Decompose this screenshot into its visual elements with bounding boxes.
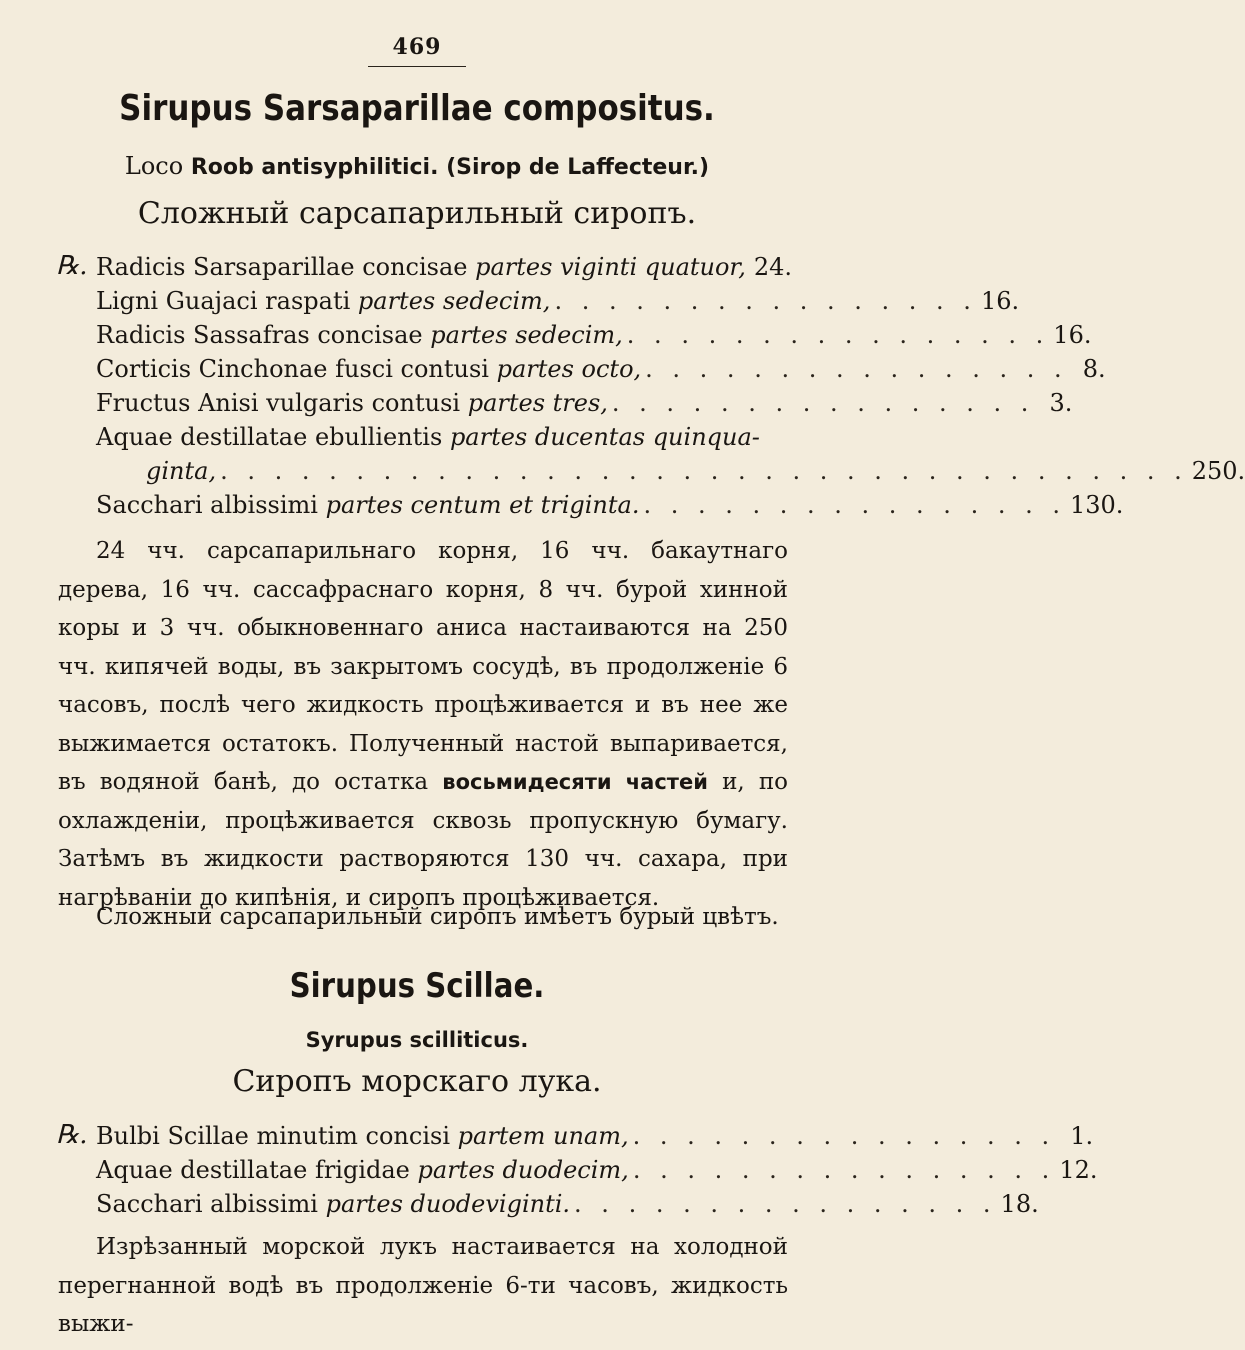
ingredient-qty: 16.: [1053, 321, 1092, 349]
ingredient-amount: partes viginti quatuor,: [475, 253, 746, 281]
ingredient-qty: 16.: [980, 287, 1020, 315]
leader-dots: . . . . . . . . . . . . . . . .: [626, 321, 1050, 349]
ingredient-row: [96, 355, 1106, 391]
ingredient-name: Radicis Sassafras concisae: [96, 321, 423, 349]
section1-rx-symbol: ℞.: [56, 251, 88, 281]
leader-dots: . . . . . . . . . . . . . . . . . . . . . . . . . . . . . . . . . . . .: [220, 457, 1188, 485]
section2-title: Sirupus Scillae.: [289, 966, 545, 1006]
ingredient-amount: partes ducentas quinqua-: [449, 423, 760, 451]
ingredient-row: [96, 1122, 1094, 1158]
ingredient-name: Radicis Sarsaparillae concisae: [96, 253, 468, 281]
ingredient-row: [96, 389, 1073, 425]
section1-color-note: [58, 898, 788, 937]
ingredient-row: [96, 1190, 1039, 1226]
leader-dots: . . . . . . . . . . . . . . . .: [643, 491, 1066, 519]
paragraph-bold-phrase: восьмидесяти частей: [442, 770, 708, 794]
ingredient-row: [96, 321, 1092, 357]
ingredient-row: [96, 491, 1124, 527]
section1-subtitle-bold: Roob antisyphilitici.: [190, 155, 439, 180]
color-note-text: Сложный сарсапарильный сиропъ имѣетъ бурый цвѣтъ.: [96, 904, 779, 930]
ingredient-row: [96, 1156, 1098, 1192]
ingredient-name: Sacchari albissimi: [96, 491, 318, 519]
section2-preparation-paragraph: [58, 1228, 788, 1344]
ingredient-amount: partes tres,: [467, 389, 608, 417]
paragraph-text-2: и, по охлажденіи, процѣживается сквозь пропускную бумагу. Затѣмъ въ жидкости растворяются 130 чч. сахара, при нагрѣваніи до кипѣнія, и сиропъ процѣживается.: [58, 769, 789, 911]
ingredient-amount: partes sedecim,: [357, 287, 551, 315]
ingredient-name: Ligni Guajaci raspati: [96, 287, 351, 315]
ingredient-name: Bulbi Scillae minutim concisi: [96, 1122, 450, 1150]
leader-dots: . . . . . . . . . . . . . . . .: [574, 1190, 997, 1218]
section1-subtitle-prefix: Loco: [124, 152, 184, 180]
ingredient-row: [96, 253, 793, 289]
ingredient-amount: partem unam,: [457, 1122, 629, 1150]
ingredient-row-continuation: [146, 457, 1245, 493]
ingredient-qty: 8.: [1082, 355, 1106, 383]
ingredient-qty: 3.: [1049, 389, 1073, 417]
leader-dots: . . . . . . . . . . . . . . . .: [554, 287, 977, 315]
page-number-rule: [368, 66, 466, 67]
ingredient-name: Corticis Cinchonae fusci contusi: [96, 355, 489, 383]
ingredient-row: [96, 423, 790, 459]
ingredient-qty: 24.: [753, 253, 793, 281]
ingredient-qty: 18.: [1000, 1190, 1039, 1218]
paragraph-text-1: 24 чч. сарсапарильнаго корня, 16 чч. бакаутнаго дерева, 16 чч. сассафраснаго корня, 8 чч. бурой хинной коры и 3 чч. обыкновеннаго аниса настаиваются на 250 чч. кипячей воды, въ закрытомъ сосудѣ, въ продолженіе 6 часовъ, послѣ чего жидкость процѣживается и въ нее же выжимается остатокъ. Полученный настой выпаривается, въ водяной банѣ, до остатка: [58, 538, 788, 795]
ingredient-name: Sacchari albissimi: [96, 1190, 318, 1218]
section2-russian-title: Сиропъ морскаго лука.: [232, 1064, 602, 1099]
ingredient-qty: 12.: [1059, 1156, 1098, 1184]
ingredient-amount: partes duodeviginti.: [325, 1190, 571, 1218]
ingredient-amount: partes octo,: [496, 355, 642, 383]
section1-russian-title: Сложный сарсапарильный сиропъ.: [137, 196, 697, 231]
leader-dots: . . . . . . . . . . . . . . . .: [632, 1156, 1056, 1184]
ingredient-amount: partes duodecim,: [417, 1156, 629, 1184]
ingredient-qty: 1.: [1070, 1122, 1094, 1150]
ingredient-amount: partes centum et triginta.: [325, 491, 640, 519]
section1-title: Sirupus Sarsaparillae compositus.: [119, 88, 715, 129]
section1-subtitle: [0, 152, 834, 180]
section1-subtitle-paren: (Sirop de Laffecteur.): [446, 155, 710, 180]
ingredient-name: Fructus Anisi vulgaris contusi: [96, 389, 461, 417]
section2-rx-symbol: ℞.: [56, 1120, 88, 1150]
ingredient-name: Aquae destillatae frigidae: [96, 1156, 410, 1184]
leader-dots: . . . . . . . . . . . . . . . .: [632, 1122, 1056, 1150]
ingredient-qty: 130.: [1069, 491, 1124, 519]
paragraph-text: Изрѣзанный морской лукъ настаивается на холодной перегнанной водѣ въ продолженіе 6-ти часовъ, жидкость выжи-: [58, 1234, 788, 1337]
ingredient-amount: ginta,: [146, 457, 217, 485]
section1-preparation-paragraph: [58, 532, 788, 917]
ingredient-qty: 250.: [1191, 457, 1245, 485]
section2-subtitle: Syrupus scilliticus.: [305, 1028, 529, 1052]
page-number: 469: [392, 34, 442, 60]
ingredient-amount: partes sedecim,: [430, 321, 623, 349]
ingredient-row: [96, 287, 1020, 323]
ingredient-name: Aquae destillatae ebullientis: [96, 423, 443, 451]
leader-dots: . . . . . . . . . . . . . . . .: [611, 389, 1035, 417]
leader-dots: . . . . . . . . . . . . . . . .: [645, 355, 1068, 383]
